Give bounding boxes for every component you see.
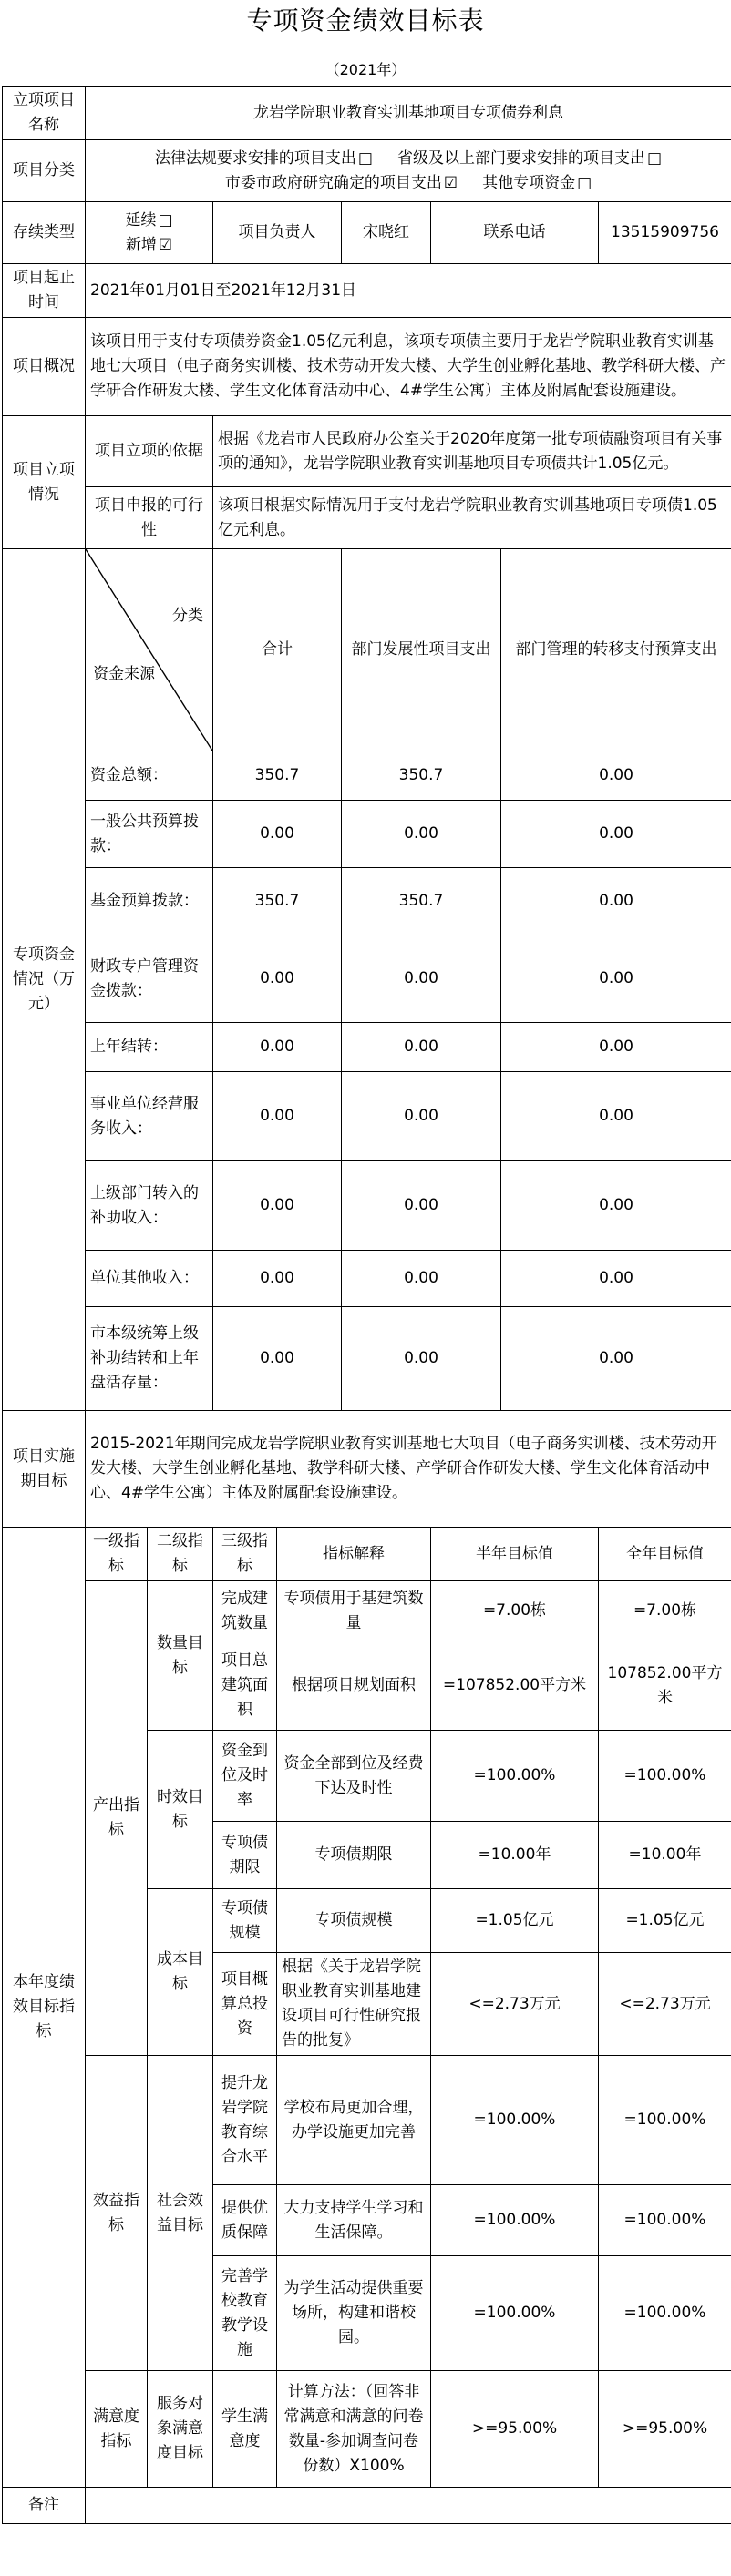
category-option-provincial: 省级及以上部门要求安排的项目支出 [397, 148, 646, 168]
indicators-h4: 指标解释 [277, 1528, 431, 1581]
indicator-desc: 根据《关于龙岩学院职业教育实训基地建设项目可行性研究报告的批复》 [277, 1953, 431, 2056]
existing-continue: 延续 [125, 210, 157, 230]
funds-row-transfer: 0.00 [501, 1307, 731, 1411]
funds-row-dev: 0.00 [342, 1023, 501, 1072]
period-label: 项目起止时间 [3, 264, 86, 318]
phone-value: 13515909756 [599, 202, 731, 264]
indicator-full: =100.00% [599, 1731, 731, 1822]
target-table [2, 86, 731, 2524]
funds-row-total: 350.7 [213, 868, 342, 935]
funds-row-name: 上年结转： [86, 1023, 213, 1072]
indicator-half: <=2.73万元 [431, 1953, 599, 2056]
existing-type-options [86, 202, 213, 264]
funds-row-total: 0.00 [213, 1023, 342, 1072]
approval-basis-value: 根据《龙岩市人民政府办公室关于2020年度第一批专项债融资项目有关事项的通知》，龙岩学院职业教育实训基地项目专项债共计1.05亿元。 [213, 416, 731, 487]
category-option-law: 法律法规要求安排的项目支出 [154, 148, 356, 168]
indicators-h2: 二级指标 [148, 1528, 213, 1581]
indicators-h1: 一级指标 [86, 1528, 148, 1581]
indicators-h6: 全年目标值 [599, 1528, 731, 1581]
indicator-desc: 学校布局更加合理，办学设施更加完善 [277, 2056, 431, 2185]
funds-row-name: 上级部门转入的补助收入： [86, 1161, 213, 1251]
approval-feasibility-value: 该项目根据实际情况用于支付龙岩学院职业教育实训基地项目专项债1.05亿元利息。 [213, 487, 731, 549]
funds-row-name: 财政专户管理资金拨款： [86, 935, 213, 1023]
indicator-satisfaction: 满意度指标 [86, 2371, 148, 2488]
indicator-half: =100.00% [431, 2185, 599, 2256]
funds-row-transfer: 0.00 [501, 801, 731, 868]
indicator-output: 产出指标 [86, 1581, 148, 2056]
funds-row-transfer: 0.00 [501, 868, 731, 935]
existing-new: 新增 [125, 235, 157, 254]
funds-row [3, 751, 731, 801]
funds-row-transfer: 0.00 [501, 1023, 731, 1072]
diagonal-line [86, 549, 212, 751]
project-name-value: 龙岩学院职业教育实训基地项目专项债券利息 [86, 87, 731, 140]
indicator-time: 时效目标 [148, 1731, 213, 1889]
indicator-l3: 完善学校教育教学设施 [213, 2256, 277, 2371]
funds-row [3, 1307, 731, 1411]
project-name-label: 立项项目名称 [3, 87, 86, 140]
category-checkbox-municipal[interactable]: ☑ [443, 173, 458, 192]
funds-row-total: 0.00 [213, 1307, 342, 1411]
indicator-l3: 学生满意度 [213, 2371, 277, 2488]
funds-row-dev: 0.00 [342, 935, 501, 1023]
indicator-desc: 计算方法：（回答非常满意和满意的问卷数量-参加调查问卷份数）X100% [277, 2371, 431, 2488]
funds-row-dev: 0.00 [342, 1307, 501, 1411]
funds-row-total: 0.00 [213, 1072, 342, 1161]
funds-row-dev: 0.00 [342, 1072, 501, 1161]
funds-row-total: 0.00 [213, 935, 342, 1023]
indicator-desc: 专项债期限 [277, 1822, 431, 1889]
indicator-row [3, 2056, 731, 2185]
overview-label: 项目概况 [3, 318, 86, 416]
funds-row-dev: 350.7 [342, 868, 501, 935]
indicators-h5: 半年目标值 [431, 1528, 599, 1581]
indicator-benefit: 效益指标 [86, 2056, 148, 2371]
funds-row-transfer: 0.00 [501, 1251, 731, 1307]
funds-row-total: 0.00 [213, 1161, 342, 1251]
funds-col-transfer: 部门管理的转移支付预算支出 [501, 549, 731, 751]
implementation-value: 2015-2021年期间完成龙岩学院职业教育实训基地七大项目（电子商务实训楼、技术劳动开发大楼、大学生创业孵化基地、教学科研大楼、产学研合作研发大楼、学生文化体育活动中心、4#学生公寓）主体及附属配套设施建设。 [86, 1411, 731, 1528]
indicator-desc: 资金全部到位及经费下达及时性 [277, 1731, 431, 1822]
funds-row-transfer: 0.00 [501, 935, 731, 1023]
indicator-row [3, 1581, 731, 1641]
funds-row [3, 1161, 731, 1251]
funds-col-total: 合计 [213, 549, 342, 751]
indicator-l3: 专项债期限 [213, 1822, 277, 1889]
indicator-desc: 大力支持学生学习和生活保障。 [277, 2185, 431, 2256]
indicator-l3: 专项债规模 [213, 1889, 277, 1953]
funds-row-transfer: 0.00 [501, 1161, 731, 1251]
funds-row [3, 1023, 731, 1072]
indicator-l3: 提升龙岩学院教育综合水平 [213, 2056, 277, 2185]
category-option-other: 其他专项资金 [482, 173, 576, 192]
indicator-service: 服务对象满意度目标 [148, 2371, 213, 2488]
overview-value: 该项目用于支付专项债券资金1.05亿元利息，该项专项债主要用于龙岩学院职业教育实训基地七大项目（电子商务实训楼、技术劳动开发大楼、大学生创业孵化基地、教学科研大楼、产学研合作研发大楼、学生文化体育活动中心、4#学生公寓）主体及附属配套设施建设。 [86, 318, 731, 416]
indicator-desc: 专项债规模 [277, 1889, 431, 1953]
funds-row-dev: 0.00 [342, 1161, 501, 1251]
indicator-half: =100.00% [431, 2256, 599, 2371]
category-checkbox-provincial[interactable]: □ [647, 148, 663, 168]
remarks-value[interactable] [86, 2488, 731, 2524]
category-checkbox-law[interactable]: □ [357, 148, 373, 168]
project-category-options [86, 140, 731, 202]
funds-row [3, 801, 731, 868]
funds-row-name: 一般公共预算拨款： [86, 801, 213, 868]
indicator-full: >=95.00% [599, 2371, 731, 2488]
funds-row-name: 市本级统筹上级补助结转和上年盘活存量： [86, 1307, 213, 1411]
indicator-desc: 为学生活动提供重要场所，构建和谐校园。 [277, 2256, 431, 2371]
indicator-full: =100.00% [599, 2185, 731, 2256]
funds-row-total: 0.00 [213, 1251, 342, 1307]
indicator-desc: 根据项目规划面积 [277, 1641, 431, 1731]
indicator-l3: 提供优质保障 [213, 2185, 277, 2256]
indicators-label: 本年度绩效目标指标 [3, 1528, 86, 2488]
indicator-full: 107852.00平方米 [599, 1641, 731, 1731]
project-category-label: 项目分类 [3, 140, 86, 202]
phone-label: 联系电话 [431, 202, 599, 264]
indicator-full: =100.00% [599, 2056, 731, 2185]
indicators-h3: 三级指标 [213, 1528, 277, 1581]
continue-checkbox[interactable]: □ [158, 210, 173, 230]
approval-label: 项目立项情况 [3, 416, 86, 549]
indicator-l3: 完成建筑数量 [213, 1581, 277, 1641]
funds-row-dev: 0.00 [342, 801, 501, 868]
indicator-half: =100.00% [431, 1731, 599, 1822]
indicator-full: =10.00年 [599, 1822, 731, 1889]
indicator-half: =1.05亿元 [431, 1889, 599, 1953]
indicator-full: =100.00% [599, 2256, 731, 2371]
period-value: 2021年01月01日至2021年12月31日 [86, 264, 731, 318]
remarks-label: 备注 [3, 2488, 86, 2524]
leader-label: 项目负责人 [213, 202, 342, 264]
funds-row-name: 事业单位经营服务收入： [86, 1072, 213, 1161]
indicator-cost: 成本目标 [148, 1889, 213, 2056]
funds-row-transfer: 0.00 [501, 751, 731, 801]
page-title: 专项资金绩效目标表 [246, 5, 485, 36]
category-option-municipal: 市委市政府研究确定的项目支出 [224, 173, 442, 192]
funds-row-total: 0.00 [213, 801, 342, 868]
funds-row-transfer: 0.00 [501, 1072, 731, 1161]
funds-label: 专项资金情况（万元） [3, 549, 86, 1411]
funds-col-dev: 部门发展性项目支出 [342, 549, 501, 751]
indicator-quantity: 数量目标 [148, 1581, 213, 1731]
new-checkbox[interactable]: ☑ [158, 235, 173, 254]
indicator-desc: 专项债用于基建筑数量 [277, 1581, 431, 1641]
funds-row-name: 基金预算拨款： [86, 868, 213, 935]
funds-row-dev: 0.00 [342, 1251, 501, 1307]
indicator-half: >=95.00% [431, 2371, 599, 2488]
indicator-social: 社会效益目标 [148, 2056, 213, 2371]
indicator-l3: 资金到位及时率 [213, 1731, 277, 1822]
funds-row-dev: 350.7 [342, 751, 501, 801]
funds-row-name: 单位其他收入： [86, 1251, 213, 1307]
indicator-full: =7.00栋 [599, 1581, 731, 1641]
indicator-row [3, 2371, 731, 2488]
leader-value: 宋晓红 [342, 202, 431, 264]
indicator-half: =100.00% [431, 2056, 599, 2185]
approval-basis-label: 项目立项的依据 [86, 416, 213, 487]
funds-diagonal-header [86, 549, 213, 751]
funds-row [3, 935, 731, 1023]
indicator-full: <=2.73万元 [599, 1953, 731, 2056]
indicator-half: =10.00年 [431, 1822, 599, 1889]
funds-row-name: 资金总额： [86, 751, 213, 801]
year-label: （2021年） [324, 61, 407, 78]
indicator-half: =7.00栋 [431, 1581, 599, 1641]
funds-row-total: 350.7 [213, 751, 342, 801]
category-checkbox-other[interactable]: □ [577, 173, 592, 192]
funds-row [3, 1072, 731, 1161]
indicator-l3: 项目概算总投资 [213, 1953, 277, 2056]
indicator-half: =107852.00平方米 [431, 1641, 599, 1731]
approval-feasibility-label: 项目申报的可行性 [86, 487, 213, 549]
indicator-full: =1.05亿元 [599, 1889, 731, 1953]
funds-row [3, 1251, 731, 1307]
indicator-l3: 项目总建筑面积 [213, 1641, 277, 1731]
funds-header-category: 分类 [172, 607, 203, 625]
funds-header-source: 资金来源 [93, 665, 155, 683]
funds-row [3, 868, 731, 935]
implementation-label: 项目实施期目标 [3, 1411, 86, 1528]
existing-type-label: 存续类型 [3, 202, 86, 264]
